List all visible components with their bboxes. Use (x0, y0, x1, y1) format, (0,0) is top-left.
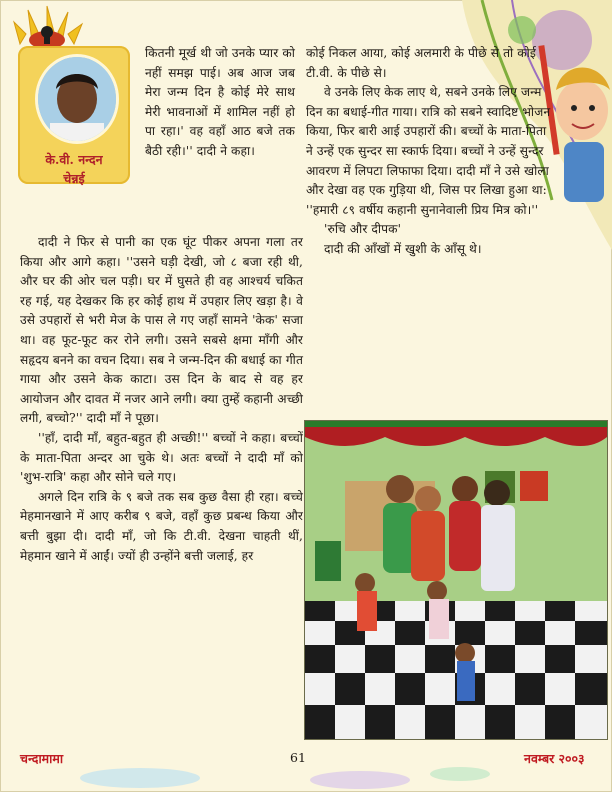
author-photo (35, 54, 119, 144)
story-column-b (20, 233, 303, 566)
story-illustration (304, 420, 608, 740)
story-paragraph: दादी की आँखों में खुशी के आँसू थे। (324, 241, 482, 256)
page-number: 61 (290, 750, 306, 765)
story-paragraph: कोई निकल आया, कोई अलमारी के पीछे से तो कोई टी.वी. के पीछे से। (306, 46, 536, 80)
story-column-c (306, 44, 556, 260)
footer-decoration (0, 744, 612, 792)
story-paragraph: वे उनके लिए केक लाए थे, सबने उनके लिए जन्म दिन का बधाई-गीत गाया। रात्रि को सबने स्वादिष्ट भोजन किया, फिर बारी आई उपहारों की। बच्चों के माता-पिता ने उन्हें एक सुन्दर सा स्कार्फ दिया। बच्चों ने उन्हें सुन्दर आवरण में लिपटा लिफाफा दिया। दादी माँ ने उसे खोला और देखा वह एक गुड़िया थी, जिस पर लिखा हुआ था: ''हमारी ८९ वर्षीय कहानी सुनानेवाली प्रिय मित्र को।'' (306, 85, 551, 217)
author-name: के.वी. नन्दन (45, 152, 103, 167)
author-card (18, 46, 130, 184)
story-paragraph: ''हाँ, दादी माँ, बहुत-बहुत ही अच्छी!'' बच्चों ने कहा। बच्चों के माता-पिता अन्दर आ चुके थे। अतः बच्चों ने दादी माँ को 'शुभ-रात्रि' कहा और सोने चले गए। (20, 430, 303, 485)
story-paragraph: कितनी मूर्ख थी जो उनके प्यार को नहीं समझ पाई। अब आज जब मेरा जन्म दिन है कोई मेरे साथ मेरी भावनाओं में शामिल नहीं हो पा रहा।' वह वहाँ आठ बजे तक बैठी रही।'' दादी ने कहा। (145, 46, 295, 158)
footer-issue-date: नवम्बर २००३ (524, 751, 585, 766)
author-city: चेन्नई (63, 171, 85, 186)
story-paragraph: दादी ने फिर से पानी का एक घूंट पीकर अपना गला तर किया और आगे कहा। ''उसने घड़ी देखी, जो ८ बजा रही थी, और घर की ओर चल पड़ी। घर में घुसते ही वह आश्चर्य चकित रह गई, यह देखकर कि हर कोई हाथ में उपहार लिए खड़ा है। वे उसे उपहारों से भरी मेज के पास ले गए जहाँ सामने 'केक' सजा था। वह फूट-फूट कर रोने लगी। उसने सबसे क्षमा माँगी और सहृदय बनने का वचन दिया। सब ने जन्म-दिन की बधाई का गीत गाया और उसने केक काटा। उस दिन के बाद से वह हर आयोजन और दावत में नजर आने लगी। क्या तुम्हें कहानी अच्छी लगी, बच्चो?'' दादी माँ ने पूछा। (20, 235, 303, 426)
footer-magazine-name: चन्दामामा (20, 751, 64, 766)
story-paragraph: अगले दिन रात्रि के ९ बजे तक सब कुछ वैसा ही रहा। बच्चे मेहमानखाने में आए करीब ९ बजे, वहाँ कुछ प्रबन्ध किया और बत्ती बुझा दी। दादी माँ, जो कि टी.वी. देखना चाहती थीं, मेहमान खाने में आईं। ज्यों ही उन्होंने बत्ती जलाई, हर (20, 489, 303, 563)
magazine-logo (10, 4, 84, 50)
story-column-a (145, 44, 295, 162)
page-footer (0, 744, 612, 792)
story-signature: 'रुचि और दीपक' (324, 222, 402, 237)
